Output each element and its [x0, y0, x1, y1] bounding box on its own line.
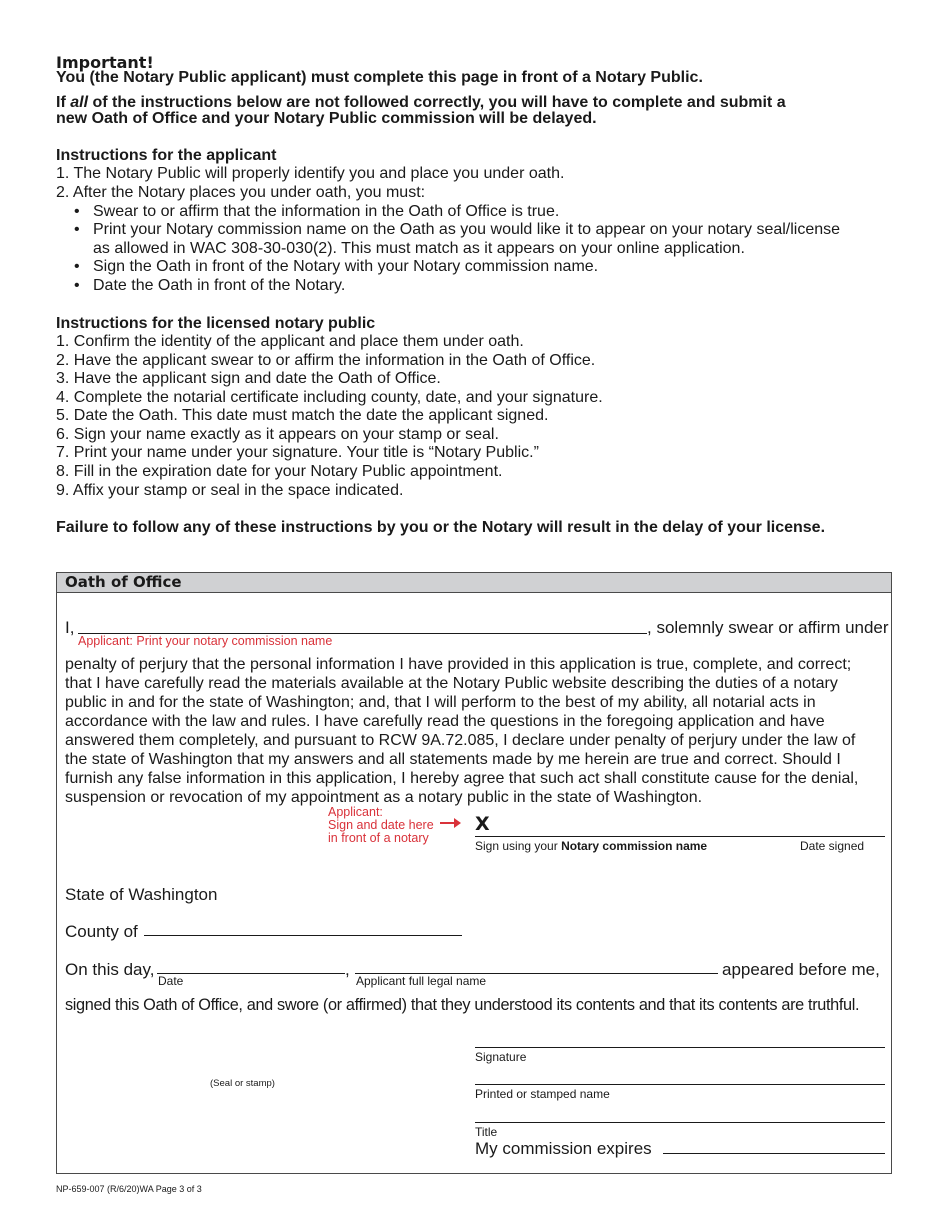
- applicant-instructions-heading: Instructions for the applicant: [56, 147, 277, 164]
- applicant-item-1: 1. The Notary Public will properly identify you and place you under oath.: [56, 165, 565, 182]
- applicant-signature-field[interactable]: [475, 836, 885, 837]
- appeared-text: appeared before me,: [722, 960, 880, 979]
- notary-item: 5. Date the Oath. This date must match the date the applicant signed.: [56, 407, 549, 424]
- header-line-1: You (the Notary Public applicant) must complete this page in front of a Notary Public.: [56, 69, 703, 86]
- header-line-2: If all of the instructions below are not followed correctly, you will have to complete and submit a: [56, 94, 786, 111]
- notary-signature-field[interactable]: [475, 1047, 885, 1048]
- commission-expires-field[interactable]: [663, 1153, 885, 1154]
- signature-label: Signature: [475, 1050, 527, 1064]
- title-field[interactable]: [475, 1122, 885, 1123]
- bullet-glyph: •: [74, 203, 80, 220]
- commission-name-hint: Applicant: Print your notary commission name: [78, 634, 333, 648]
- sign-hint: [328, 806, 434, 845]
- oath-header: [57, 573, 891, 593]
- warning-text: Failure to follow any of these instructions by you or the Notary will result in the delay of your license.: [56, 519, 826, 536]
- header-line-3: new Oath of Office and your Notary Public commission will be delayed.: [56, 110, 597, 127]
- full-name-label: Applicant full legal name: [356, 974, 487, 988]
- printed-name-label: Printed or stamped name: [475, 1087, 610, 1101]
- printed-name-field[interactable]: [475, 1084, 885, 1085]
- sign-label: Sign using your Notary commission name: [475, 839, 708, 853]
- applicant-item-2: 2. After the Notary places you under oath, you must:: [56, 184, 426, 201]
- sign-hint-line: Sign and date here: [328, 818, 434, 832]
- oath-paragraph-line: public in and for the state of Washington; and, that I will perform to the best of my ability, all notarial acts in: [65, 694, 816, 711]
- date-field[interactable]: [157, 973, 345, 974]
- signed-statement: signed this Oath of Office, and swore (or affirmed) that they understood its contents and that its contents are truthful.: [65, 996, 860, 1014]
- title-label: Title: [475, 1125, 498, 1139]
- sign-x-mark: X: [475, 813, 490, 835]
- oath-title: Oath of Office: [65, 573, 182, 591]
- notary-item: 4. Complete the notarial certificate including county, date, and your signature.: [56, 389, 603, 406]
- county-label: County of: [65, 922, 138, 941]
- on-this-day-label: On this day,: [65, 960, 155, 979]
- notary-item: 3. Have the applicant sign and date the Oath of Office.: [56, 370, 441, 387]
- notary-item: 9. Affix your stamp or seal in the space indicated.: [56, 482, 404, 499]
- oath-paragraph-line: that I have carefully read the materials available at the Notary Public website describing the duties of a notary: [65, 675, 838, 692]
- applicant-bullet-2-cont: as allowed in WAC 308-30-030(2). This must match as it appears on your online application.: [93, 240, 745, 257]
- comma-separator: ,: [345, 960, 350, 979]
- oath-i-prefix: I,: [65, 618, 75, 637]
- oath-paragraph: [65, 655, 905, 807]
- oath-swear-suffix: , solemnly swear or affirm under: [647, 618, 889, 637]
- important-heading: Important!: [56, 53, 154, 72]
- notary-item: 6. Sign your name exactly as it appears on your stamp or seal.: [56, 426, 499, 443]
- commission-expires-label: My commission expires: [475, 1139, 652, 1158]
- oath-paragraph-line: the state of Washington that my answers and all statements made by me herein are true and correct. Should I: [65, 751, 841, 768]
- notary-item: 1. Confirm the identity of the applicant and place them under oath.: [56, 333, 524, 350]
- seal-label: (Seal or stamp): [210, 1078, 275, 1089]
- notary-item: 7. Print your name under your signature. Your title is “Notary Public.”: [56, 444, 539, 461]
- date-signed-label: Date signed: [800, 839, 865, 853]
- sign-hint-line: in front of a notary: [328, 831, 429, 845]
- oath-paragraph-line: furnish any false information in this application, I hereby agree that such act shall constitute cause for the denial,: [65, 770, 859, 787]
- notary-item: 2. Have the applicant swear to or affirm the information in the Oath of Office.: [56, 352, 596, 369]
- state-label: State of Washington: [65, 885, 218, 904]
- form-footer: NP-659-007 (R/6/20)WA Page 3 of 3: [56, 1184, 202, 1194]
- bullet-glyph: •: [74, 221, 80, 238]
- oath-paragraph-line: suspension or revocation of my appointment as a notary public in the state of Washington.: [65, 789, 703, 806]
- applicant-bullet-2: Print your Notary commission name on the Oath as you would like it to appear on your notary seal/license: [93, 221, 841, 238]
- sign-hint-line: Applicant:: [328, 805, 383, 819]
- oath-paragraph-line: answered them completely, and pursuant to RCW 9A.72.085, I declare under penalty of perjury under the law of: [65, 732, 856, 749]
- notary-instructions-heading: Instructions for the licensed notary public: [56, 315, 376, 332]
- applicant-bullet-3: Sign the Oath in front of the Notary with your Notary commission name.: [93, 258, 599, 275]
- oath-paragraph-line: accordance with the law and rules. I have carefully read the questions in the foregoing application and have: [65, 713, 825, 730]
- bullet-glyph: •: [74, 277, 80, 294]
- bullet-glyph: •: [74, 258, 80, 275]
- date-label: Date: [158, 974, 184, 988]
- arrow-right-icon: [440, 817, 462, 829]
- county-field[interactable]: [144, 935, 462, 936]
- notary-item: 8. Fill in the expiration date for your Notary Public appointment.: [56, 463, 503, 480]
- oath-paragraph-line: penalty of perjury that the personal information I have provided in this application is true, complete, and correct;: [65, 656, 852, 673]
- applicant-bullet-1: Swear to or affirm that the information in the Oath of Office is true.: [93, 203, 560, 220]
- applicant-bullet-4: Date the Oath in front of the Notary.: [93, 277, 346, 294]
